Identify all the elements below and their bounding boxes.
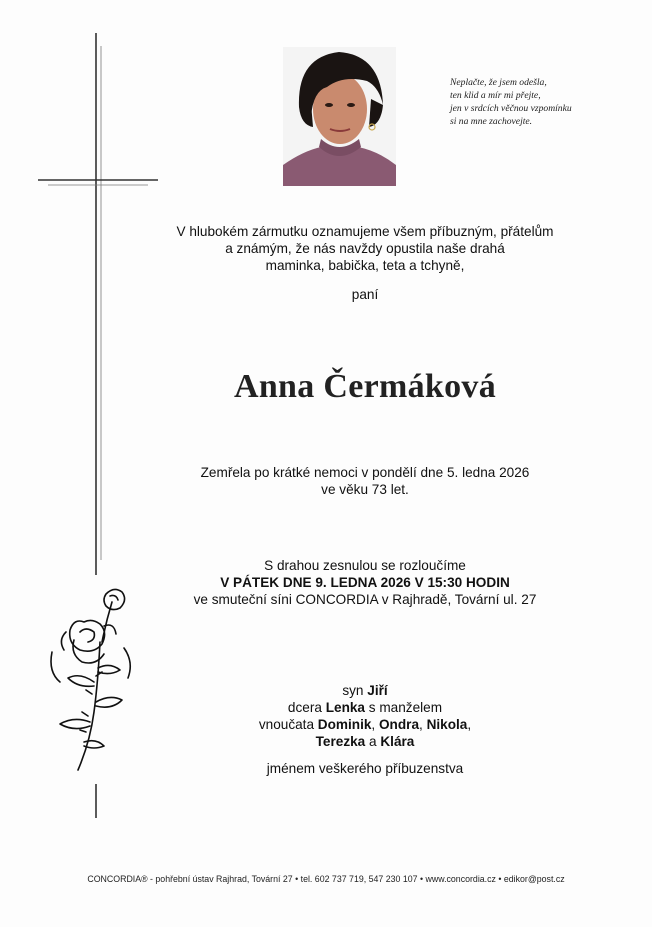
rose-icon	[40, 582, 140, 772]
mourner-name: Dominik	[317, 717, 372, 732]
death-notice-line: Zemřela po krátké nemoci v pondělí dne 5. ledna 2026	[200, 465, 530, 480]
poem	[450, 76, 640, 128]
poem-line: jen v srdcích věčnou vzpomínku	[450, 103, 572, 114]
poem-line: ten klid a mír mi přejte,	[450, 90, 541, 101]
relatives-line: jménem veškerého příbuzenstva	[266, 761, 464, 776]
relation-suffix: s manželem	[365, 700, 443, 715]
mourner-name: Ondra	[378, 717, 420, 732]
mourner-grandchildren	[130, 716, 600, 733]
mourner-name: Nikola	[426, 717, 468, 732]
mourner-grandchildren-cont	[130, 733, 600, 750]
mourner-name: Klára	[380, 734, 415, 749]
poem-line: Neplačte, že jsem odešla,	[450, 77, 547, 88]
poem-line: si na mne zachovejte.	[450, 116, 533, 127]
funeral-details	[130, 557, 600, 608]
separator: ,	[419, 717, 427, 732]
funeral-venue: ve smuteční síni CONCORDIA v Rajhradě, Tovární ul. 27	[193, 592, 537, 607]
announcement-line: a známým, že nás navždy opustila naše drahá	[225, 241, 505, 256]
mourner-name: Lenka	[325, 700, 365, 715]
separator: a	[365, 734, 381, 749]
deceased-portrait	[283, 47, 396, 186]
footer-contact: CONCORDIA® - pohřební ústav Rajhrad, Tovární 27 • tel. 602 737 719, 547 230 107 • www.concordia.cz • edikor@post.cz	[87, 874, 565, 884]
mourner-name: Jiří	[367, 683, 388, 698]
mourners-list	[130, 682, 600, 750]
mourner-daughter	[130, 699, 600, 716]
separator: ,	[467, 717, 472, 732]
mourner-name: Terezka	[315, 734, 366, 749]
mourner-son	[130, 682, 600, 699]
announcement-text	[130, 223, 600, 274]
announcement-line: maminka, babička, teta a tchyně,	[265, 258, 465, 273]
funeral-date-time: V PÁTEK DNE 9. LEDNA 2026 V 15:30 HODIN	[220, 575, 510, 590]
relation-label: vnoučata	[258, 717, 318, 732]
relation-label: syn	[342, 683, 368, 698]
death-notice	[130, 464, 600, 498]
salutation: paní	[351, 287, 379, 302]
separator: ,	[371, 717, 379, 732]
death-notice-line: ve věku 73 let.	[321, 482, 409, 497]
announcement-line: V hlubokém zármutku oznamujeme všem příbuzným, přátelům	[176, 224, 554, 239]
relation-label: dcera	[287, 700, 326, 715]
deceased-name: Anna Čermáková	[233, 368, 497, 405]
farewell-intro: S drahou zesnulou se rozloučíme	[264, 558, 466, 573]
